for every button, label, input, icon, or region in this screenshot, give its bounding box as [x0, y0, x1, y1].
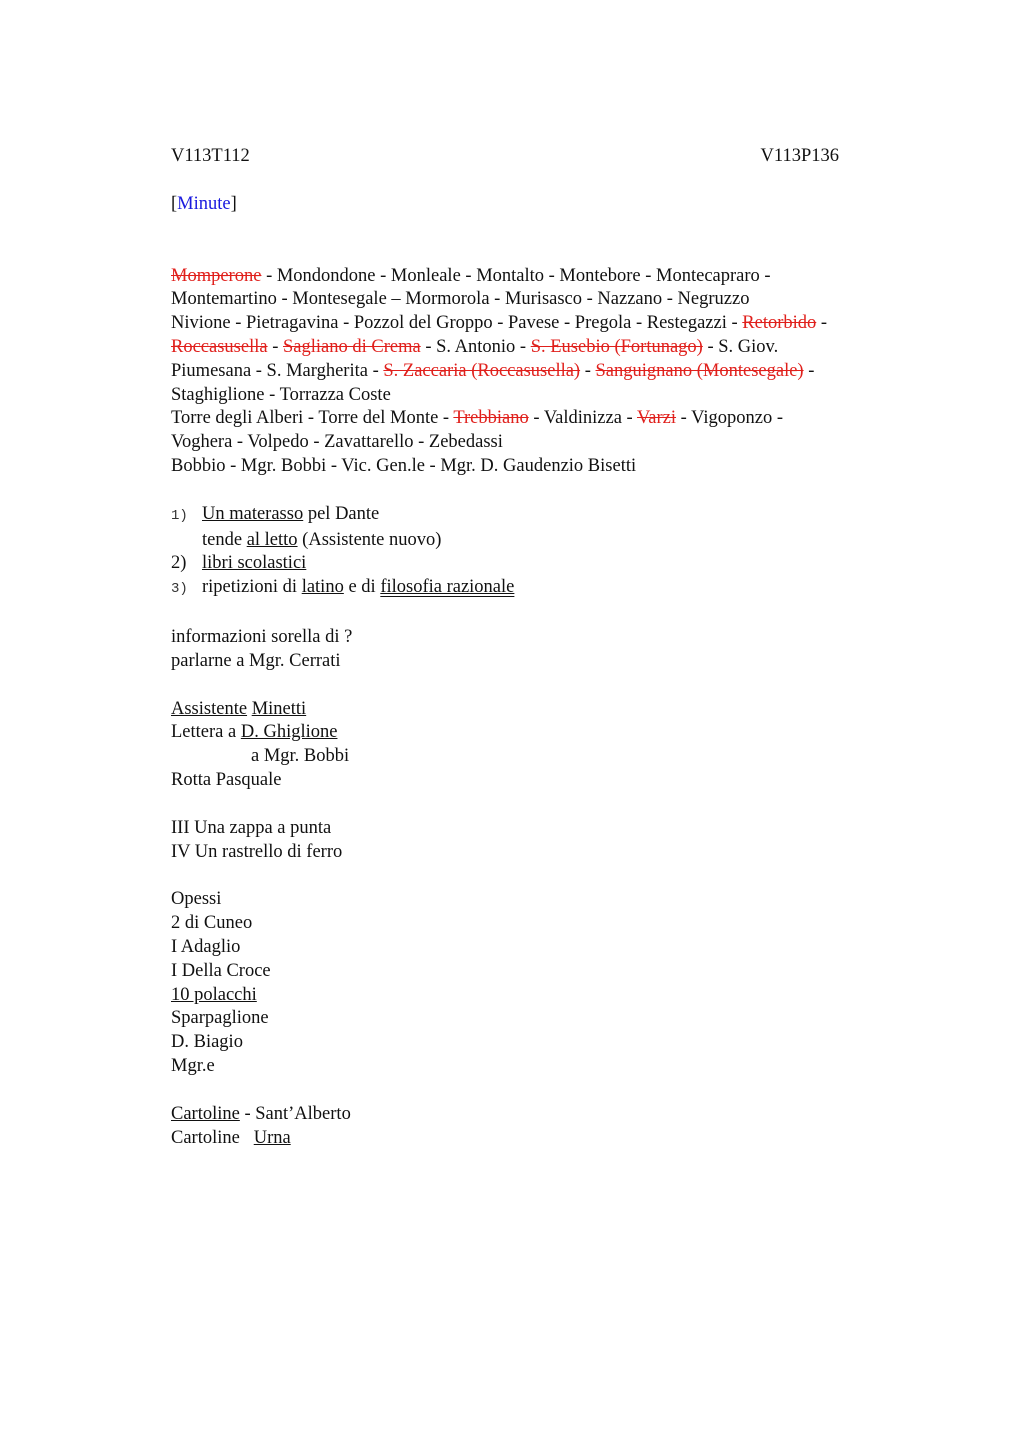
struck-place: Momperone — [171, 265, 262, 286]
tool-item: IV Un rastrello di ferro — [171, 841, 343, 862]
assistant-line: Assistente Minetti — [171, 698, 307, 719]
struck-place: Sagliano di Crema — [283, 336, 421, 357]
right-reference: V113P136 — [760, 146, 839, 166]
struck-place: Sanguignano (Montesegale) — [595, 360, 804, 381]
letter-line: Lettera a D. Ghiglione — [171, 722, 338, 743]
struck-place: S. Eusebio (Fortunago) — [530, 336, 703, 357]
struck-place: Varzi — [636, 408, 677, 429]
struck-place: Trebbiano — [453, 408, 529, 429]
name-item: I Della Croce — [171, 960, 271, 981]
minute-label: [Minute] — [171, 193, 237, 214]
postcard-line: Cartoline Urna — [171, 1127, 291, 1148]
note-line: parlarne a Mgr. Cerrati — [171, 650, 341, 671]
name-item: Sparpaglione — [171, 1008, 269, 1029]
struck-place: Retorbido — [742, 313, 817, 334]
name-item: D. Biagio — [171, 1032, 243, 1053]
name-item: 2 di Cuneo — [171, 913, 253, 934]
places-line: Montemartino - Montesegale – Mormorola - Murisasco - Nazzano - Negruzzo — [171, 289, 750, 310]
names-list — [171, 888, 911, 1078]
reference-header — [171, 145, 839, 169]
name-item: I Adaglio — [171, 936, 241, 957]
list-item-continuation: tende al letto (Assistente nuovo) — [202, 529, 442, 550]
postcard-line: Cartoline - Sant’Alberto — [171, 1103, 351, 1124]
tool-item: III Una zappa a punta — [171, 817, 332, 838]
places-line: Staghiglione - Torrazza Coste — [171, 384, 391, 405]
name-item: Mgr.e — [171, 1055, 215, 1076]
struck-place: S. Zaccaria (Roccasusella) — [383, 360, 581, 381]
list-item: 2) libri scolastici — [171, 553, 307, 574]
note-line: informazioni sorella di ? — [171, 626, 353, 647]
list-item: 3) ripetizioni di latino e di filosofia razionale — [171, 577, 515, 598]
places-line: Voghera - Volpedo - Zavattarello - Zebedassi — [171, 432, 503, 453]
note-line: Rotta Pasquale — [171, 769, 282, 790]
minute-text: Minute — [177, 193, 231, 214]
list-item: 1) Un materasso pel Dante — [171, 503, 380, 524]
left-reference: V113T112 — [171, 146, 250, 166]
letter-line-2: a Mgr. Bobbi — [251, 746, 350, 767]
numbered-list — [171, 503, 911, 602]
places-line: Bobbio - Mgr. Bobbi - Vic. Gen.le - Mgr. D. Gaudenzio Bisetti — [171, 455, 637, 476]
places-list: Momperone - Mondondone - Monleale - Montalto - Montebore - Montecapraro - Montemartino - Montesegale – Mormorola - Murisasco - Nazzano - Negruzzo Nivione - Pietragavina - Pozzol del Groppo - Pavese - Pregola - Restegazzi - Retorbido - Roccasusella - Sagliano di Crema - S. Antonio - S. Eusebio (Fortunago) - S. Giov. Piumesana - S. Margherita - S. Zaccaria (Roccasusella) - Sanguignano (Montesegale) - Staghiglione - Torrazza Coste Torre degli Alberi - Torre del Monte - Trebbiano - Valdinizza - Varzi - Vigoponzo - Voghera - Volpedo - Zavattarello - Zebedassi Bobbio - Mgr. Bobbi - Vic. Gen.le - Mgr. D. Gaudenzio Bisetti — [171, 265, 911, 479]
name-item: Opessi — [171, 889, 222, 910]
document-page — [171, 145, 911, 1150]
name-item: 10 polacchi — [171, 984, 257, 1005]
struck-place: Roccasusella — [171, 336, 268, 357]
